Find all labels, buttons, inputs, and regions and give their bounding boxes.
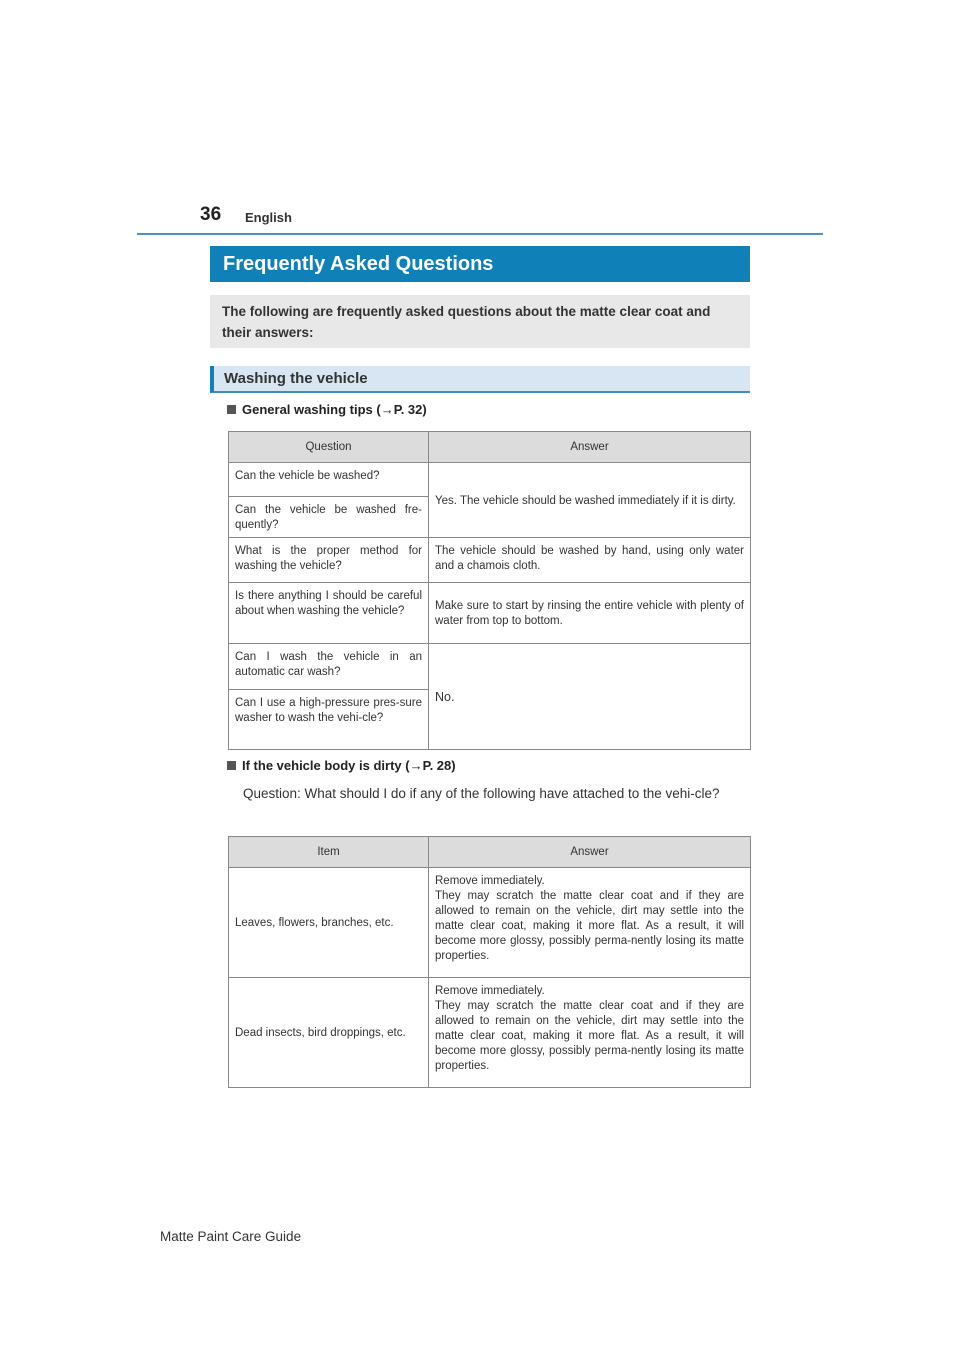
dirty-body-heading	[227, 758, 456, 773]
dirty-body-heading-text: If the vehicle body is dirty (→P. 28)	[242, 758, 456, 773]
table-row	[229, 978, 751, 1088]
item-cell: Dead insects, bird droppings, etc.	[229, 978, 429, 1088]
table-row	[229, 644, 751, 690]
column-header: Question	[229, 432, 429, 463]
question-cell: Can the vehicle be washed fre-quently?	[229, 497, 429, 538]
language-label: English	[245, 210, 292, 225]
page-title: Frequently Asked Questions	[210, 246, 750, 282]
header-rule	[137, 233, 823, 235]
washing-tips-table	[228, 431, 751, 750]
table-header-row	[229, 837, 751, 868]
answer-cell	[429, 868, 751, 978]
washing-tips-heading	[227, 402, 427, 417]
question-cell: What is the proper method for washing the vehicle?	[229, 538, 429, 583]
question-cell: Can I wash the vehicle in an automatic car wash?	[229, 644, 429, 690]
question-cell: Is there anything I should be careful about when washing the vehicle?	[229, 583, 429, 644]
question-cell: Can I use a high-pressure pres-sure washer to wash the vehi-cle?	[229, 690, 429, 750]
column-header: Answer	[429, 837, 751, 868]
answer-line: Remove immediately.	[435, 875, 545, 887]
item-cell: Leaves, flowers, branches, etc.	[229, 868, 429, 978]
answer-cell: Yes. The vehicle should be washed immediately if it is dirty.	[429, 463, 751, 538]
answer-line: They may scratch the matte clear coat and if they are allowed to remain on the vehicle, dirt may settle into the matte clear coat, making it more flat. As a result, it will become more glossy, possibly perma-nently losing its matte properties.	[435, 890, 744, 962]
bullet-square-icon	[227, 405, 236, 414]
answer-line: Remove immediately.	[435, 985, 545, 997]
table-row	[229, 868, 751, 978]
table-row	[229, 538, 751, 583]
column-header: Answer	[429, 432, 751, 463]
answer-cell	[429, 978, 751, 1088]
answer-cell: The vehicle should be washed by hand, using only water and a chamois cloth.	[429, 538, 751, 583]
footer-title: Matte Paint Care Guide	[160, 1229, 302, 1244]
question-cell: Can the vehicle be washed?	[229, 463, 429, 497]
dirty-body-table	[228, 836, 751, 1088]
table-header-row	[229, 432, 751, 463]
washing-tips-heading-text: General washing tips (→P. 32)	[242, 402, 427, 417]
table-row	[229, 463, 751, 497]
answer-cell: Make sure to start by rinsing the entire vehicle with plenty of water from top to bottom.	[429, 583, 751, 644]
answer-line: They may scratch the matte clear coat and if they are allowed to remain on the vehicle, dirt may settle into the matte clear coat, making it more flat. As a result, it will become more glossy, possibly perma-nently losing its matte properties.	[435, 1000, 744, 1072]
dirty-body-question: Question: What should I do if any of the following have attached to the vehi-cle?	[243, 786, 720, 801]
bullet-square-icon	[227, 761, 236, 770]
page-number: 36	[200, 204, 222, 225]
table-row	[229, 583, 751, 644]
intro-text: The following are frequently asked questions about the matte clear coat and their answers:	[210, 295, 750, 348]
section-title: Washing the vehicle	[210, 366, 750, 393]
column-header: Item	[229, 837, 429, 868]
answer-cell: No.	[429, 644, 751, 750]
